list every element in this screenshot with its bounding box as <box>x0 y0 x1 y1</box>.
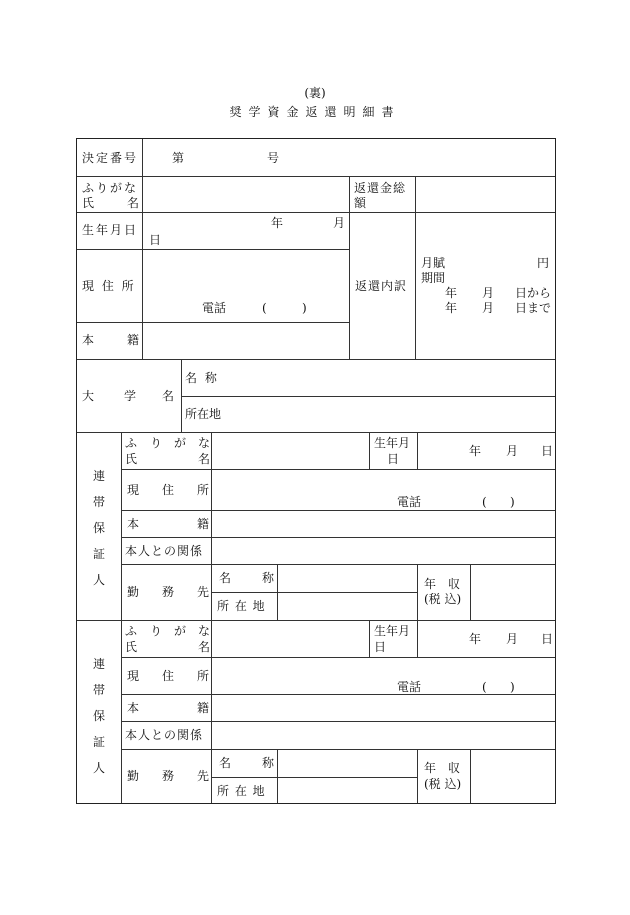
period-to-day: 日まで <box>515 301 552 315</box>
domicile-label-seki: 籍 <box>127 333 140 347</box>
guarantor2-income-label: 年 収 <box>424 761 461 775</box>
guarantor2-furigana-ga: が <box>174 624 187 638</box>
university-label-dai: 大 <box>82 389 95 403</box>
guarantor2-employer-location: 所 在 地 <box>217 784 266 798</box>
guarantor2-address-ju: 住 <box>162 669 175 683</box>
period-to-year: 年 <box>445 301 458 315</box>
phone-paren-close: ) <box>302 301 307 315</box>
guarantor1-employer-name-sho: 称 <box>262 571 275 585</box>
col-divider <box>121 432 122 803</box>
repayment-total-label-2: 額 <box>354 196 367 210</box>
col-divider <box>142 176 143 359</box>
guarantor1-birth-day: 日 <box>541 444 554 458</box>
col-divider <box>470 749 471 803</box>
guarantor2-birth-year: 年 <box>469 632 482 646</box>
furigana-label: ふりがな <box>82 181 139 195</box>
university-label-mei: 名 <box>162 389 175 403</box>
guarantor2-income-tax-label: (税 込) <box>424 777 462 791</box>
phone-paren-open: ( <box>262 301 267 315</box>
document-title: 奨学資金返還明細書 <box>229 105 401 119</box>
guarantor1-employer-name-na: 名 <box>219 571 232 585</box>
col-divider <box>369 432 370 469</box>
guarantor2-birth-label-2: 日 <box>374 640 387 654</box>
guarantor1-name-shi: 氏 <box>125 452 138 466</box>
guarantor2-address-sho: 所 <box>197 669 210 683</box>
row-divider <box>121 564 555 565</box>
guarantor1-address-gen: 現 <box>127 483 140 497</box>
address-label: 現 住 所 <box>82 279 136 293</box>
guarantor1-income-tax-label: (税 込) <box>424 592 462 606</box>
guarantor2-domicile-seki: 籍 <box>197 701 210 715</box>
guarantor1-domicile-hon: 本 <box>127 517 140 531</box>
col-divider <box>277 564 278 620</box>
row-divider <box>77 176 555 177</box>
guarantor1-vertical-ren: 連 <box>92 469 105 483</box>
period-from-month: 月 <box>482 286 495 300</box>
guarantor2-vertical-ren: 連 <box>92 657 105 671</box>
col-divider <box>211 432 212 803</box>
birth-date-label: 生年月日 <box>82 223 139 237</box>
guarantor1-birth-label-2: 日 <box>387 452 400 466</box>
guarantor2-employer-name-sho: 称 <box>262 756 275 770</box>
col-divider <box>417 749 418 803</box>
guarantor1-vertical-nin: 人 <box>92 573 105 587</box>
guarantor2-name-mei: 名 <box>198 640 211 654</box>
col-divider <box>142 139 143 176</box>
address-phone-label: 電話 <box>202 301 227 315</box>
row-divider <box>77 249 350 250</box>
period-to-month: 月 <box>482 301 495 315</box>
decision-number-label: 決定番号 <box>82 151 139 165</box>
col-divider <box>417 620 418 657</box>
guarantor1-employer-mu: 務 <box>162 585 175 599</box>
guarantor2-phone-paren-close: ) <box>510 680 515 694</box>
col-divider <box>415 212 416 359</box>
guarantor2-vertical-tai: 帯 <box>92 683 105 697</box>
guarantor1-vertical-sho: 証 <box>92 547 105 561</box>
row-divider <box>77 432 555 433</box>
row-divider <box>121 694 555 695</box>
guarantor1-domicile-seki: 籍 <box>197 517 210 531</box>
repayment-form-table <box>76 138 556 804</box>
guarantor1-birth-month: 月 <box>506 444 519 458</box>
period-label: 期間 <box>421 271 446 285</box>
row-divider <box>121 749 555 750</box>
guarantor2-phone-label: 電話 <box>397 680 422 694</box>
guarantor2-relation-label: 本人との関係 <box>125 728 204 742</box>
guarantor1-vertical-ho: 保 <box>92 521 105 535</box>
col-divider <box>417 432 418 469</box>
guarantor2-employer-kin: 勤 <box>127 769 140 783</box>
guarantor2-birth-day: 日 <box>541 632 554 646</box>
row-divider <box>77 620 555 621</box>
guarantor1-furigana-ri: り <box>150 436 163 450</box>
repayment-breakdown-label: 返還内訳 <box>355 279 408 293</box>
guarantor1-phone-paren-close: ) <box>510 495 515 509</box>
guarantor1-furigana-fu: ふ <box>125 436 138 450</box>
name-label-shi: 氏 <box>82 196 95 210</box>
row-divider <box>211 592 417 593</box>
guarantor1-name-mei: 名 <box>198 452 211 466</box>
decision-number-go: 号 <box>267 151 280 165</box>
col-divider <box>415 176 416 212</box>
guarantor2-birth-month: 月 <box>506 632 519 646</box>
period-from-day: 日から <box>515 286 552 300</box>
guarantor1-address-ju: 住 <box>162 483 175 497</box>
guarantor1-furigana-ga: が <box>174 436 187 450</box>
guarantor1-birth-label: 生年月 <box>374 436 411 450</box>
row-divider <box>121 510 555 511</box>
monthly-installment-label: 月賦 <box>421 256 446 270</box>
repayment-total-label: 返還金総 <box>354 181 407 195</box>
row-divider <box>121 537 555 538</box>
birth-day-unit: 日 <box>149 233 162 247</box>
guarantor2-address-gen: 現 <box>127 669 140 683</box>
guarantor1-income-label: 年 収 <box>424 577 461 591</box>
guarantor1-birth-year: 年 <box>469 444 482 458</box>
guarantor2-furigana-na: な <box>198 624 211 638</box>
row-divider <box>77 359 555 360</box>
university-label-gaku: 学 <box>124 389 137 403</box>
row-divider <box>211 777 417 778</box>
col-divider <box>417 564 418 620</box>
guarantor1-address-sho: 所 <box>197 483 210 497</box>
col-divider <box>277 749 278 803</box>
col-divider <box>349 176 350 359</box>
decision-number-dai: 第 <box>172 151 185 165</box>
row-divider <box>121 657 555 658</box>
guarantor1-employer-location: 所 在 地 <box>217 599 266 613</box>
domicile-label-hon: 本 <box>82 333 95 347</box>
col-divider <box>369 620 370 657</box>
guarantor2-employer-name-na: 名 <box>219 756 232 770</box>
page-side-label: (裏) <box>304 86 326 100</box>
guarantor2-furigana-fu: ふ <box>125 624 138 638</box>
birth-month-unit: 月 <box>333 216 346 230</box>
row-divider <box>121 469 555 470</box>
col-divider <box>470 564 471 620</box>
row-divider <box>77 322 350 323</box>
university-location-label: 所在地 <box>185 407 222 421</box>
guarantor2-employer-saki: 先 <box>197 769 210 783</box>
row-divider <box>77 212 555 213</box>
period-from-year: 年 <box>445 286 458 300</box>
yen-unit: 円 <box>537 256 550 270</box>
guarantor2-employer-mu: 務 <box>162 769 175 783</box>
guarantor2-furigana-ri: り <box>150 624 163 638</box>
guarantor2-vertical-nin: 人 <box>92 761 105 775</box>
guarantor2-name-shi: 氏 <box>125 640 138 654</box>
guarantor2-vertical-ho: 保 <box>92 709 105 723</box>
guarantor1-phone-paren-open: ( <box>482 495 487 509</box>
guarantor2-vertical-sho: 証 <box>92 735 105 749</box>
row-divider <box>181 396 555 397</box>
col-divider <box>181 359 182 432</box>
guarantor1-employer-kin: 勤 <box>127 585 140 599</box>
guarantor1-furigana-na: な <box>198 436 211 450</box>
guarantor1-phone-label: 電話 <box>397 495 422 509</box>
guarantor1-employer-saki: 先 <box>197 585 210 599</box>
guarantor1-relation-label: 本人との関係 <box>125 544 204 558</box>
guarantor2-phone-paren-open: ( <box>482 680 487 694</box>
guarantor2-domicile-hon: 本 <box>127 701 140 715</box>
row-divider <box>121 721 555 722</box>
university-name-label: 名 称 <box>185 371 219 385</box>
guarantor2-birth-label: 生年月 <box>374 624 411 638</box>
guarantor1-vertical-tai: 帯 <box>92 495 105 509</box>
name-label-mei: 名 <box>127 196 140 210</box>
birth-year-unit: 年 <box>271 216 284 230</box>
